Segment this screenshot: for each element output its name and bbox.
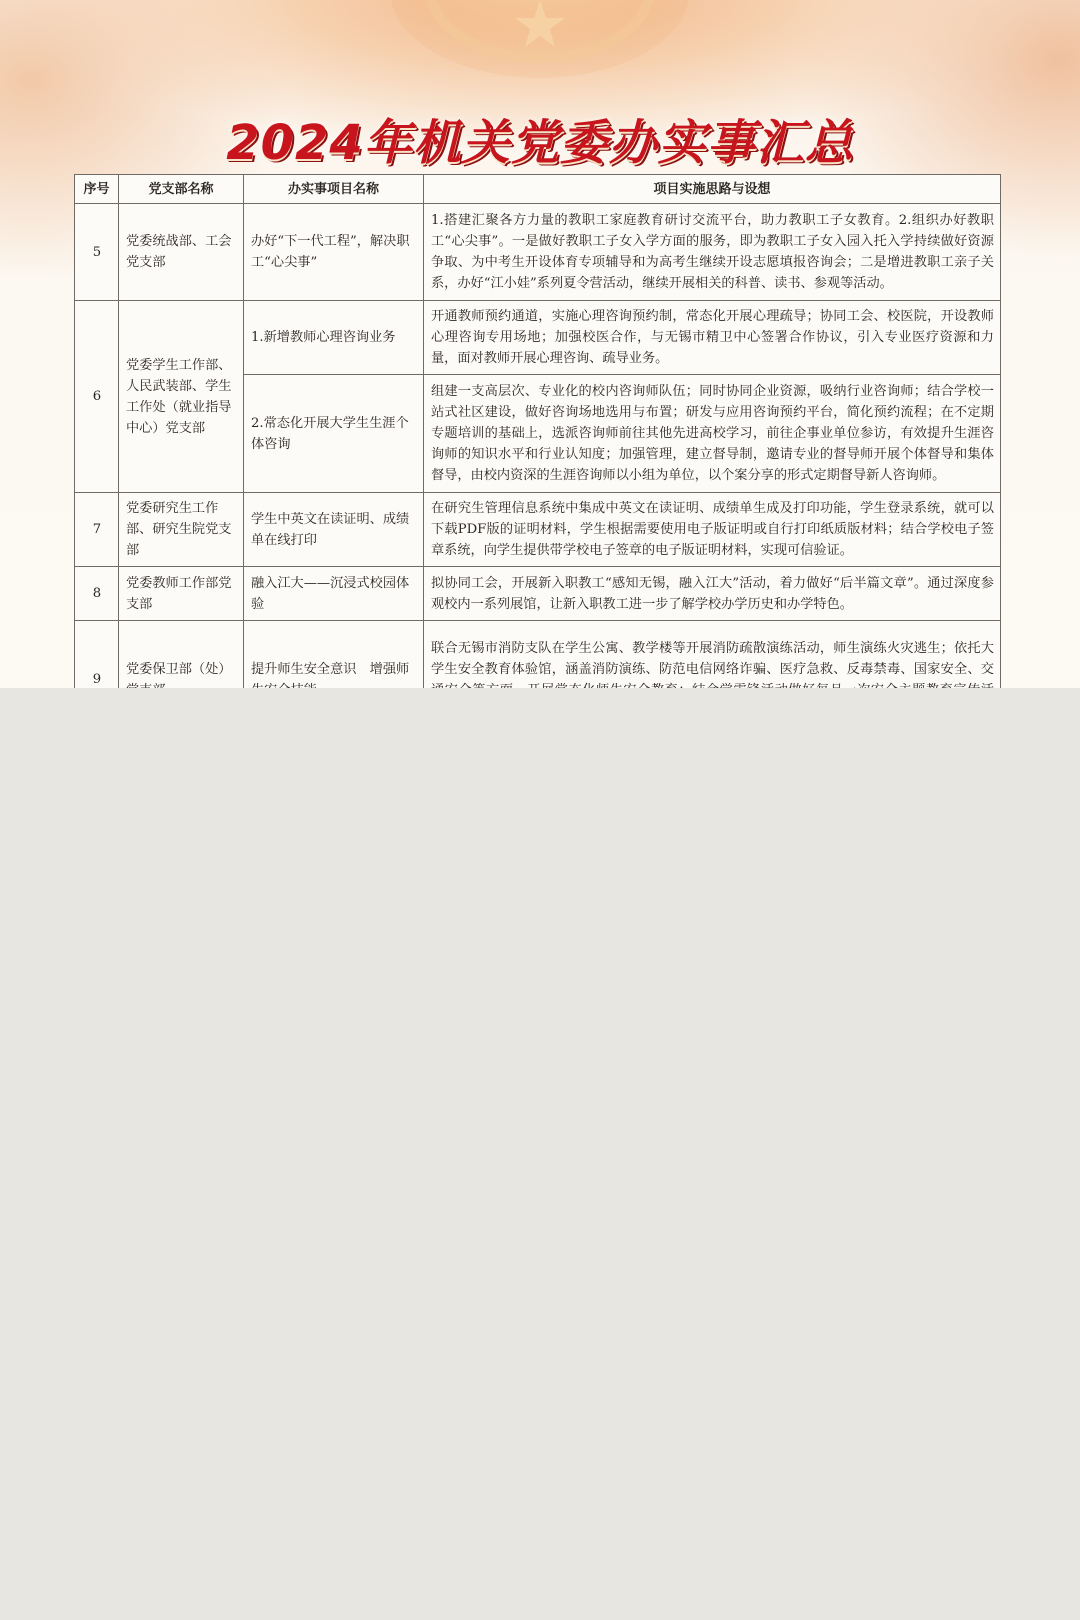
row-plan: 在研究生管理信息系统中集成中英文在读证明、成绩单生成及打印功能，学生登录系统，就可以下载PDF版的证明材料，学生根据需要使用电子版证明或自行打印纸质版材料；结合学校电子签章系统，向学生提供带学校电子签章的电子版证明材料，实现可信验证。 — [424, 493, 1001, 567]
row-project: 2.常态化开展大学生生涯个体咨询 — [244, 375, 424, 493]
table-header-row — [75, 175, 1001, 204]
row-no: 6 — [75, 301, 119, 493]
header-branch: 党支部名称 — [119, 175, 244, 204]
row-no: 9 — [75, 621, 119, 739]
table-row — [75, 567, 1001, 621]
header-project: 办实事项目名称 — [244, 175, 424, 204]
row-project: 学生中英文在读证明、成绩单在线打印 — [244, 493, 424, 567]
row-branch: 党委统战部、工会党支部 — [119, 204, 244, 301]
row-project: 1.新增教师心理咨询业务 — [244, 301, 424, 375]
row-plan: 1.搭建汇聚各方力量的教职工家庭教育研讨交流平台，助力教职工子女教育。2.组织办好教职工“心尖事”。一是做好教职工子女入学方面的服务，即为教职工子女入园入托入学持续做好资源争取、为中考生开设体育专项辅导和为高考生继续开设志愿填报咨询会；二是增进教职工亲子关系，办好“江小娃”系列夏令营活动，继续开展相关的科普、读书、参观等活动。 — [424, 204, 1001, 301]
header-no: 序号 — [75, 175, 119, 204]
row-no: 7 — [75, 493, 119, 567]
row-project: 办好“下一代工程”，解决职工“心尖事” — [244, 204, 424, 301]
row-branch: 党委教师工作部党支部 — [119, 567, 244, 621]
row-branch: 党委研究生工作部、研究生院党支部 — [119, 493, 244, 567]
row-project: 提升师生安全意识 增强师 — [244, 621, 424, 739]
blank-area — [0, 688, 1080, 1620]
row-plan: 联合无锡市消防支队在学生公寓、教学楼等开展消防疏散演练活动，师生演练火灾逃生；依托大学生安全教育体验馆，涵盖消防演练、防范电信网络诈骗、医疗急救、反毒禁毒、国家安全、交 — [424, 621, 1001, 739]
table-row — [75, 301, 1001, 375]
table-row — [75, 204, 1001, 301]
row-plan: 组建一支高层次、专业化的校内咨询师队伍；同时协同企业资源，吸纳行业咨询师；结合学校一站式社区建设，做好咨询场地选用与布置；研发与应用咨询预约平台，简化预约流程；在不定期专题培训的基础上，选派咨询师前往其他先进高校学习，前往企事业单位参访，有效提升生涯咨询师的知识水平和行业认知度；加强管理，建立督导制，邀请专业的督导师开展个体督导和集体督导，由校内资深的生涯咨询师以小组为单位，以个案分享的形式定期督导新人咨询师。 — [424, 375, 1001, 493]
row-branch: 党委学生工作部、人民武装部、学生工作处（就业指导中心）党支部 — [119, 301, 244, 493]
row-no: 5 — [75, 204, 119, 301]
poster — [0, 0, 1080, 688]
emblem-icon — [380, 0, 700, 80]
header-plan: 项目实施思路与设想 — [424, 175, 1001, 204]
table-row — [75, 493, 1001, 567]
row-plan: 开通教师预约通道，实施心理咨询预约制，常态化开展心理疏导；协同工会、校医院，开设教师心理咨询专用场地；加强校医合作，与无锡市精卫中心签署合作协议，引入专业医疗资源和力量，面对教师开展心理咨询、疏导业务。 — [424, 301, 1001, 375]
row-branch: 党委保卫部（处） — [119, 621, 244, 739]
page-title: 2024年机关党委办实事汇总 — [226, 115, 854, 171]
row-no: 8 — [75, 567, 119, 621]
projects-table — [74, 174, 1001, 739]
row-plan: 拟协同工会，开展新入职教工“感知无锡，融入江大”活动，着力做好“后半篇文章”。通过深度参观校内一系列展馆，让新入职教工进一步了解学校办学历史和办学特色。 — [424, 567, 1001, 621]
row-project: 融入江大——沉浸式校园体验 — [244, 567, 424, 621]
